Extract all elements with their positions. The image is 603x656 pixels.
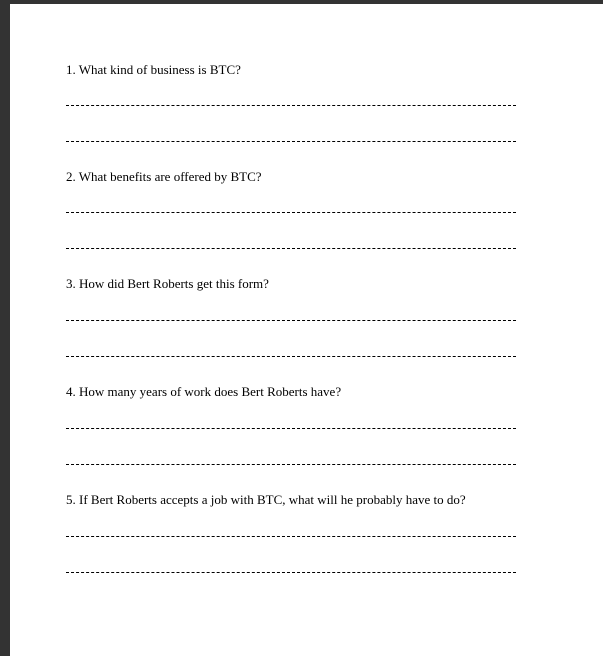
question-4-text: How many years of work does Bert Roberts have? (79, 384, 342, 399)
question-3-text: How did Bert Roberts get this form? (79, 276, 269, 291)
question-4 (66, 384, 341, 400)
question-2-text: What benefits are offered by BTC? (78, 169, 262, 184)
question-1 (66, 62, 241, 78)
question-5 (66, 492, 466, 508)
question-5-text: If Bert Roberts accepts a job with BTC, what will he probably have to do? (79, 492, 466, 507)
question-4-number: 4. (66, 384, 76, 399)
question-5-number: 5. (66, 492, 76, 507)
answer-line-2a (66, 212, 516, 213)
answer-line-5b (66, 572, 516, 573)
answer-line-4b (66, 464, 516, 465)
document-page (10, 4, 603, 656)
question-2 (66, 169, 262, 185)
question-2-number: 2. (66, 169, 76, 184)
answer-line-1b (66, 141, 516, 142)
question-3-number: 3. (66, 276, 76, 291)
answer-line-5a (66, 536, 516, 537)
question-1-number: 1. (66, 62, 76, 77)
question-3 (66, 276, 269, 292)
answer-line-2b (66, 248, 516, 249)
answer-line-3a (66, 320, 516, 321)
answer-line-3b (66, 356, 516, 357)
answer-line-4a (66, 428, 516, 429)
question-1-text: What kind of business is BTC? (78, 62, 241, 77)
answer-line-1a (66, 105, 516, 106)
